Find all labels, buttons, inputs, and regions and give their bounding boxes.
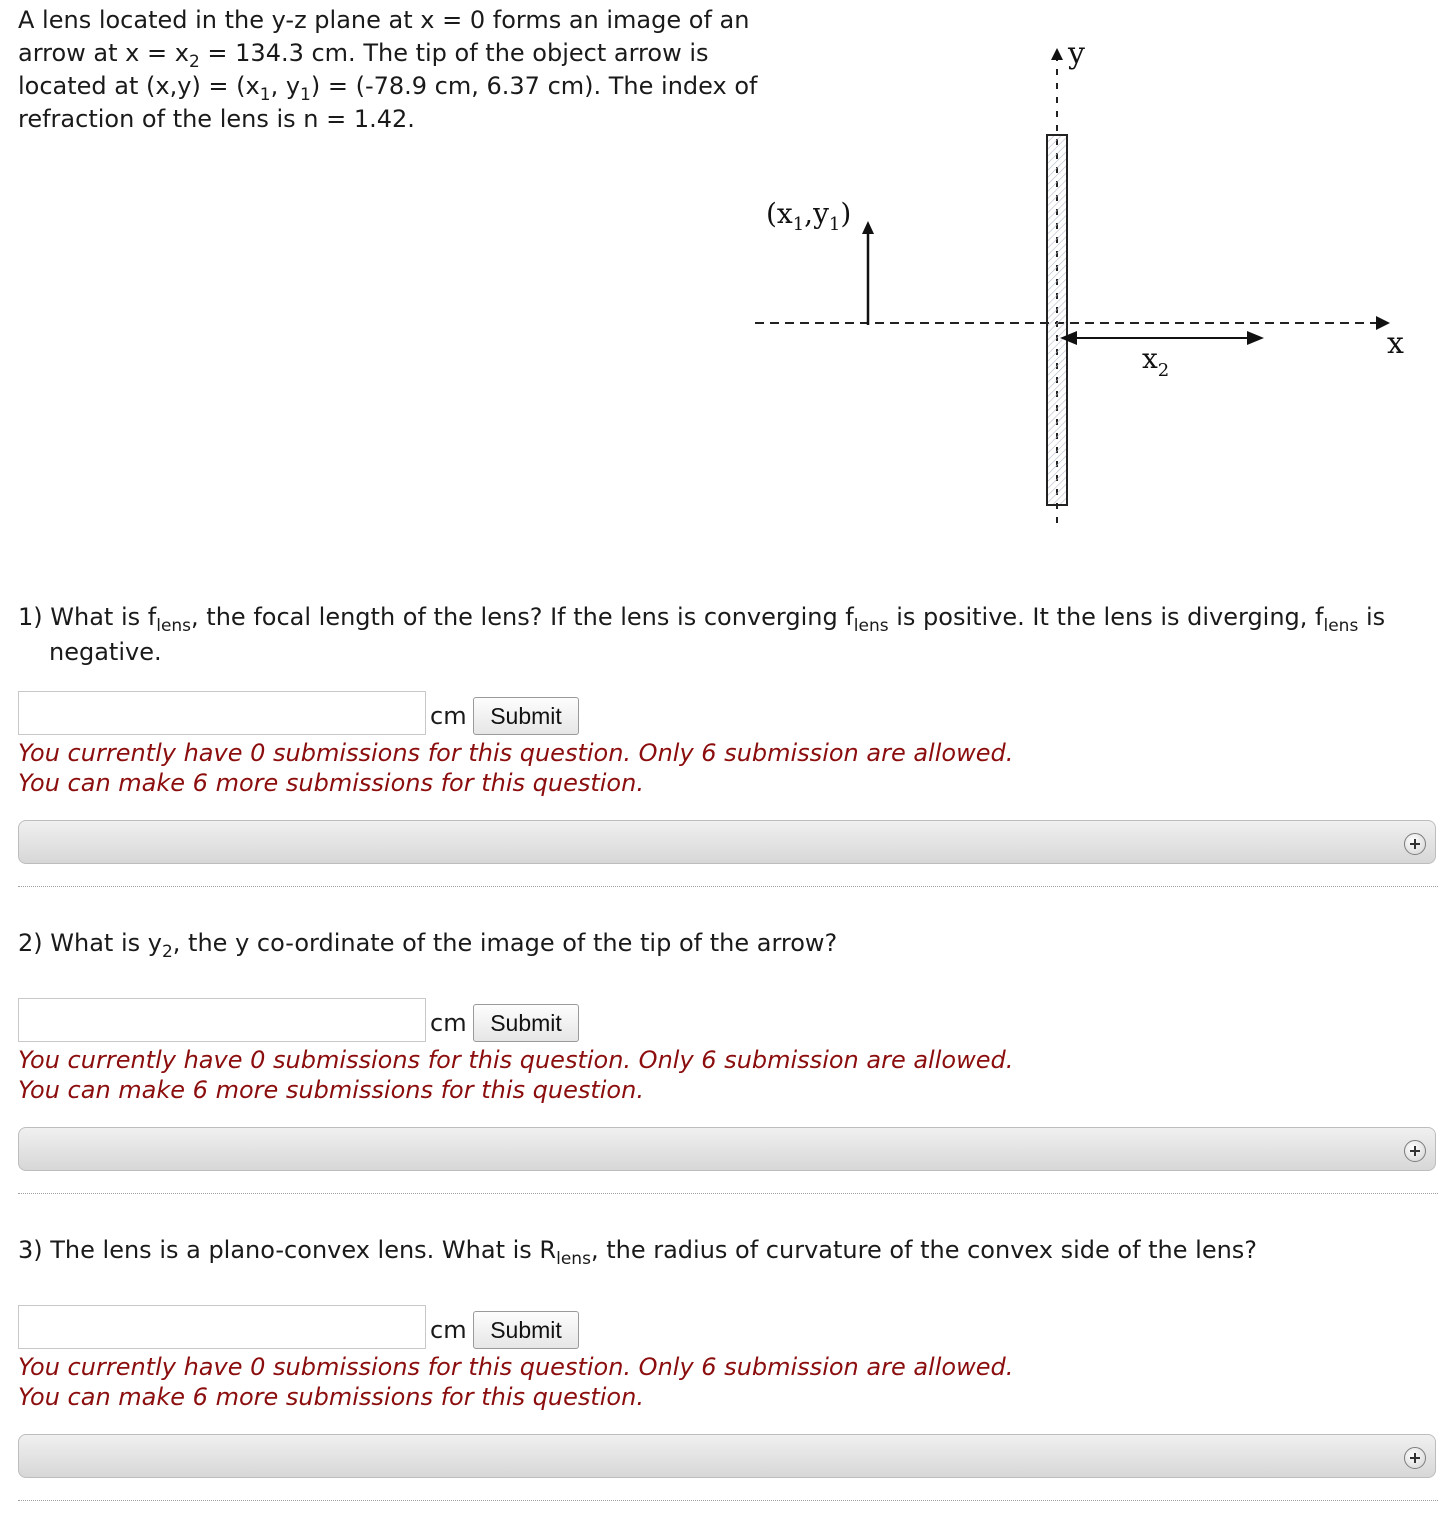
question-3-status-line-2: You can make 6 more submissions for this question. xyxy=(18,1383,644,1411)
question-2-submit-button[interactable]: Submit xyxy=(473,1004,579,1042)
question-1-status-line-1: You currently have 0 submissions for this question. Only 6 submission are allowed. xyxy=(18,739,1014,767)
question-1-answer-input[interactable] xyxy=(18,691,426,735)
question-2 xyxy=(18,926,1438,1104)
problem-statement: A lens located in the y-z plane at x = 0 forms an image of an arrow at $x = x_2 = 134.3$ cm. The tip of the object arrow is located at $(x,y) = (x_1$, $y_1) = (-78.9$ cm, 6.37 cm). The index of refraction of the lens is n = 1.42. xyxy=(18,6,758,133)
question-3-status-line-1: You currently have 0 submissions for this question. Only 6 submission are allowed. xyxy=(18,1353,1014,1381)
x-axis-label: x xyxy=(1387,326,1404,361)
question-2-text: 2) What is $y_2$, the y co-ordinate of the image of the tip of the arrow? xyxy=(18,929,838,962)
question-3-unit: cm xyxy=(430,1316,467,1344)
question-3-text: 3) The lens is a plano-convex lens. What is $R_{lens}$, the radius of curvature of the convex side of the lens? xyxy=(18,1236,1258,1269)
question-3 xyxy=(18,1233,1438,1411)
lens xyxy=(1047,135,1067,505)
plus-icon[interactable] xyxy=(1404,1140,1426,1162)
question-1-expand-panel[interactable] xyxy=(18,820,1436,864)
question-3-divider xyxy=(18,1500,1438,1501)
plus-icon[interactable] xyxy=(1404,833,1426,855)
y-axis-label: y xyxy=(1068,36,1085,71)
x2-label: $x_2$ xyxy=(1142,342,1170,381)
x2-arrowhead-right xyxy=(1247,331,1264,345)
question-2-status-line-1: You currently have 0 submissions for this question. Only 6 submission are allowed. xyxy=(18,1046,1014,1074)
question-2-status-line-2: You can make 6 more submissions for this question. xyxy=(18,1076,644,1104)
question-2-answer-input[interactable] xyxy=(18,998,426,1042)
object-arrowhead xyxy=(862,221,874,234)
object-tip-label: $(x_1,y_1)$ xyxy=(766,197,852,235)
question-3-answer-input[interactable] xyxy=(18,1305,426,1349)
lens-diagram xyxy=(740,25,1440,545)
question-2-expand-panel[interactable] xyxy=(18,1127,1436,1171)
question-1 xyxy=(18,600,1438,797)
question-1-divider xyxy=(18,886,1438,887)
plus-icon[interactable] xyxy=(1404,1447,1426,1469)
question-1-status-line-2: You can make 6 more submissions for this question. xyxy=(18,769,644,797)
question-2-divider xyxy=(18,1193,1438,1194)
y-axis-arrowhead xyxy=(1051,48,1063,60)
question-1-unit: cm xyxy=(430,702,467,730)
question-1-text: 1) What is $f_{lens}$, the focal length of the lens? If the lens is converging $f_{lens}$ is positive. It the lens is diverging, $f_{lens}$ is negative. xyxy=(18,603,1386,666)
question-2-unit: cm xyxy=(430,1009,467,1037)
question-3-expand-panel[interactable] xyxy=(18,1434,1436,1478)
question-3-submit-button[interactable]: Submit xyxy=(473,1311,579,1349)
question-1-submit-button[interactable]: Submit xyxy=(473,697,579,735)
